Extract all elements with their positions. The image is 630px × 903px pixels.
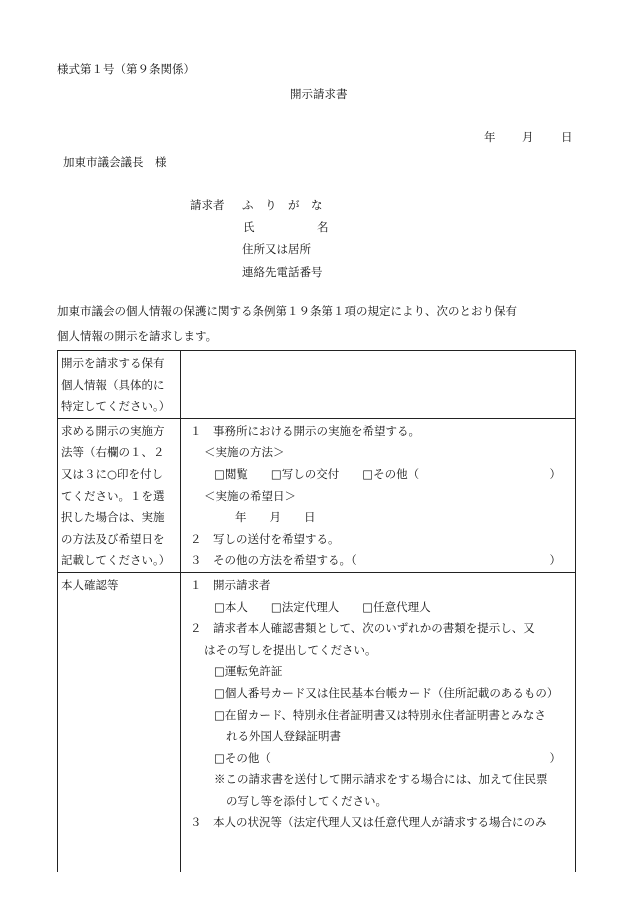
intro-line-1: 加東市議会の個人情報の保護に関する条例第１９条第１項の規定により、次のとおり保有	[57, 304, 517, 318]
method-label-cell	[58, 418, 181, 572]
method-option-3-text[interactable]: ３ その他の方法を希望する。（	[190, 553, 357, 568]
mail-note-2: の写し等を添付してください。	[226, 793, 387, 808]
date-month: 月	[522, 130, 534, 144]
info-label-line: 特定してください。）	[61, 399, 171, 414]
mail-note-1: ※この請求書を送付して開示請求をする場合には、加えて住民票	[214, 772, 548, 787]
id-doc-my-number-card[interactable]: □個人番号カード又は住民基本台帳カード（住所記載のあるもの）	[214, 685, 559, 700]
requester-name-label-2: 名	[317, 220, 329, 234]
table-row-info	[58, 351, 576, 419]
method-options[interactable]	[190, 464, 571, 486]
page-title: 開示請求書	[290, 87, 348, 101]
id-docs-instruction-2: はその写しを提出してください。	[204, 642, 377, 657]
id-doc-drivers-license[interactable]: □運転免許証	[214, 664, 283, 679]
id-doc-other[interactable]	[190, 748, 571, 770]
requester-name-label-1: 氏	[243, 220, 255, 234]
requester-type-options[interactable]: □本人 □法定代理人 □任意代理人	[214, 599, 431, 614]
identity-content-cell	[181, 572, 576, 872]
info-label-cell	[58, 351, 181, 419]
method-label-line: 法等（右欄の１、２	[61, 445, 165, 460]
id-doc-other-close-paren: ）	[549, 750, 561, 765]
id-doc-residence-card[interactable]: □在留カード、特別永住者証明書又は特別永住者証明書とみなさ	[214, 707, 546, 722]
requester-label: 請求者	[190, 198, 225, 212]
method-close-paren: ）	[549, 466, 561, 481]
info-input-cell[interactable]	[181, 351, 576, 419]
method-label-line: 又は３に○印を付し	[61, 466, 164, 481]
form-number: 様式第１号（第９条関係）	[57, 62, 195, 76]
method-label-line: てください。１を選	[61, 488, 165, 503]
method-label-line: 記載してください。）	[61, 553, 171, 568]
info-label-line: 個人情報（具体的に	[61, 377, 165, 392]
method-option-2[interactable]: ２ 写しの送付を希望する。	[190, 531, 340, 546]
info-label-line: 開示を請求する保有	[61, 356, 165, 370]
identity-label-cell: 本人確認等	[58, 572, 181, 872]
addressee: 加東市議会議長 様	[63, 155, 167, 169]
method-heading: ＜実施の方法＞	[204, 445, 285, 460]
preferred-date-fields[interactable]: 年 月 日	[235, 510, 316, 525]
date-day: 日	[561, 130, 573, 144]
method-label-line: の方法及び希望日を	[61, 531, 165, 546]
option-3-close-paren: ）	[549, 553, 561, 568]
person-status-heading: ３ 本人の状況等（法定代理人又は任意代理人が請求する場合にのみ	[190, 815, 547, 830]
method-option-3[interactable]	[190, 550, 571, 572]
table-row-identity	[58, 572, 576, 872]
method-label-line: 求める開示の実施方	[61, 423, 165, 438]
date-year: 年	[484, 130, 496, 144]
intro-line-2: 個人情報の開示を請求します。	[57, 329, 218, 343]
id-doc-residence-card-cont: れる外国人登録証明書	[226, 729, 341, 744]
requester-phone-label: 連絡先電話番号	[242, 265, 323, 279]
method-content-cell	[181, 418, 576, 572]
table-row-method	[58, 418, 576, 572]
requester-address-label: 住所又は居所	[242, 242, 311, 256]
id-docs-instruction-1: ２ 請求者本人確認書類として、次のいずれかの書類を提示し、又	[190, 621, 535, 636]
method-options-text[interactable]: □閲覧 □写しの交付 □その他（	[214, 466, 420, 481]
requester-type-heading: １ 開示請求者	[190, 577, 271, 592]
id-doc-other-text[interactable]: □その他（	[214, 750, 271, 765]
requester-furigana: ふ り が な	[242, 198, 323, 212]
method-option-1[interactable]: １ 事務所における開示の実施を希望する。	[190, 423, 420, 438]
method-label-line: 択した場合は、実施	[61, 510, 165, 525]
request-form-table	[57, 350, 576, 872]
date-heading: ＜実施の希望日＞	[204, 488, 296, 503]
